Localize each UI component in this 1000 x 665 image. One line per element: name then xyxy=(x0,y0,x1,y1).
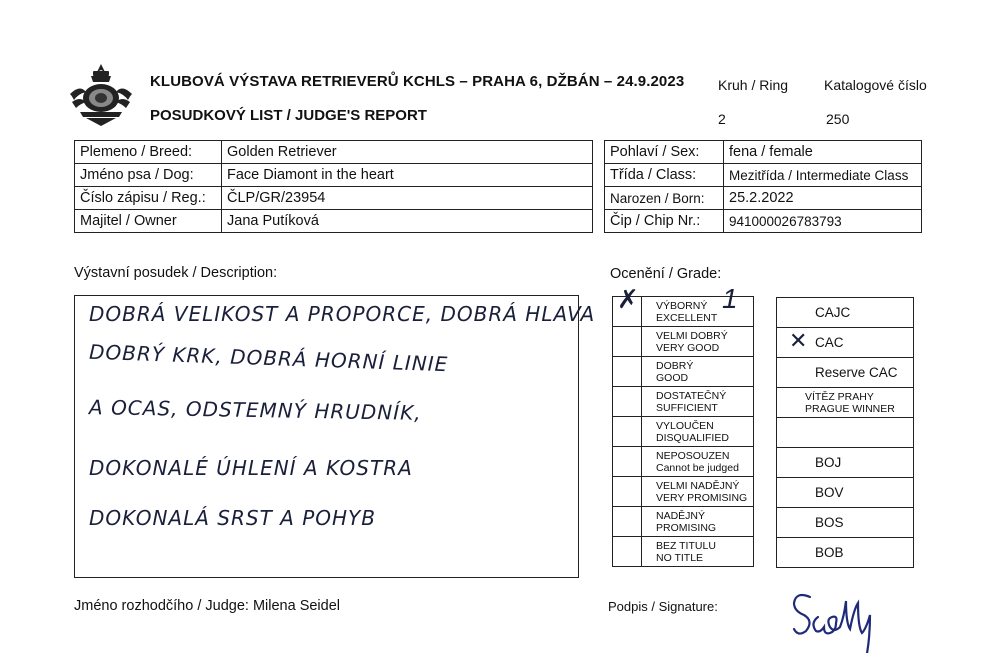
grade-label-cz: DOBRÝ xyxy=(656,359,694,372)
dog-label: Jméno psa / Dog: xyxy=(75,164,222,187)
award-label[interactable]: BOB xyxy=(777,538,914,568)
grade-label-en: NO TITLE xyxy=(656,551,704,564)
grade-row[interactable] xyxy=(613,447,754,477)
grade-label-cz: DOSTATEČNÝ xyxy=(656,389,727,402)
sex-value: fena / female xyxy=(724,141,922,164)
award-row[interactable] xyxy=(777,328,914,358)
table-row xyxy=(75,210,922,233)
grade-label-en: SUFFICIENT xyxy=(656,401,718,414)
breed-value: Golden Retriever xyxy=(222,141,593,164)
grade-checkbox[interactable] xyxy=(613,507,642,537)
table-row xyxy=(75,141,922,164)
award-row[interactable] xyxy=(777,298,914,328)
grade-label: Ocenění / Grade: xyxy=(610,266,722,282)
owner-value: Jana Putíková xyxy=(222,210,593,233)
description-label: Výstavní posudek / Description: xyxy=(74,265,278,281)
class-value: Mezitřída / Intermediate Class xyxy=(724,164,922,187)
award-label-en: PRAGUE WINNER xyxy=(805,402,895,415)
award-label: VÍTĚZ PRAHY xyxy=(805,390,874,403)
grade-table xyxy=(612,283,754,567)
born-value: 25.2.2022 xyxy=(724,187,922,210)
ring-value: 2 xyxy=(718,111,726,127)
grade-checkbox[interactable] xyxy=(613,327,642,357)
catalog-value: 250 xyxy=(826,111,850,127)
award-row[interactable] xyxy=(777,388,914,418)
grade-label-cz: VYLOUČEN xyxy=(656,419,714,432)
grade-row[interactable] xyxy=(613,327,754,357)
grade-label-cz: NEPOSOUZEN xyxy=(656,449,730,462)
grade-label-en: EXCELLENT xyxy=(656,311,718,324)
grade-checkbox[interactable] xyxy=(613,477,642,507)
description-line: DOKONALÁ SRST A POHYB xyxy=(89,506,376,530)
grade-label-cz: VÝBORNÝ xyxy=(656,299,708,312)
grade-label-en: VERY PROMISING xyxy=(656,491,748,504)
grade-row[interactable] xyxy=(613,417,754,447)
ring-label: Kruh / Ring xyxy=(718,77,789,93)
grade-checkbox[interactable] xyxy=(613,357,642,387)
grade-label-cz: BEZ TITULU xyxy=(656,539,716,552)
description-line: DOBRÁ VELIKOST A PROPORCE, DOBRÁ HLAVA xyxy=(89,302,596,326)
award-table xyxy=(776,297,914,568)
catalog-label: Katalogové číslo xyxy=(824,77,927,93)
award-label[interactable]: Reserve CAC xyxy=(777,358,914,388)
table-row xyxy=(75,164,922,187)
grade-checkbox[interactable] xyxy=(613,387,642,417)
judge-line xyxy=(74,598,340,614)
award-label[interactable] xyxy=(777,418,914,448)
award-row[interactable] xyxy=(777,358,914,388)
grade-row[interactable] xyxy=(613,507,754,537)
grade-row[interactable] xyxy=(613,537,754,567)
dog-value: Face Diamont in the heart xyxy=(222,164,593,187)
grade-note: 1 xyxy=(722,283,738,314)
judge-name: Milena Seidel xyxy=(252,598,341,614)
grade-label-en: Cannot be judged xyxy=(656,461,739,474)
breed-label: Plemeno / Breed: xyxy=(75,141,222,164)
signature-label: Podpis / Signature: xyxy=(608,599,718,614)
show-title: KLUBOVÁ VÝSTAVA RETRIEVERŮ KCHLS – PRAHA 6, DŽBÁN – 24.9.2023 xyxy=(150,73,685,90)
grade-checkbox[interactable] xyxy=(613,537,642,567)
judge-label: Jméno rozhodčího / Judge: xyxy=(74,598,249,614)
chip-label: Čip / Chip Nr.: xyxy=(605,210,724,233)
reg-label: Číslo zápisu / Reg.: xyxy=(75,187,222,210)
description-line: DOKONALÉ ÚHLENÍ A KOSTRA xyxy=(89,456,413,480)
grade-row[interactable] xyxy=(613,297,754,327)
reg-value: ČLP/GR/23954 xyxy=(222,187,593,210)
grade-label-cz: NADĚJNÝ xyxy=(656,509,706,522)
grade-checkbox[interactable] xyxy=(613,447,642,477)
owner-label: Majitel / Owner xyxy=(75,210,222,233)
handwritten-x-mark: ✗ xyxy=(617,284,639,314)
signature xyxy=(788,583,898,653)
grade-label-cz: VELMI DOBRÝ xyxy=(656,329,728,342)
chip-value: 941000026783793 xyxy=(724,210,922,233)
award-label[interactable]: BOJ xyxy=(777,448,914,478)
table-row xyxy=(75,187,922,210)
sex-label: Pohlaví / Sex: xyxy=(605,141,724,164)
description-line: DOBRÝ KRK, DOBRÁ HORNÍ LINIE xyxy=(88,339,449,377)
born-label: Narozen / Born: xyxy=(605,187,724,210)
grade-row[interactable] xyxy=(613,387,754,417)
report-title: POSUDKOVÝ LIST / JUDGE'S REPORT xyxy=(150,107,427,124)
description-box xyxy=(74,295,596,578)
grade-label-en: VERY GOOD xyxy=(656,341,720,354)
handwritten-x-mark: ✕ xyxy=(789,328,808,353)
award-label[interactable]: CAJC xyxy=(777,298,914,328)
grade-checkbox[interactable] xyxy=(613,417,642,447)
dog-info-table xyxy=(74,140,922,233)
grade-label-en: DISQUALIFIED xyxy=(656,431,729,444)
award-label[interactable]: BOV xyxy=(777,478,914,508)
grade-label-en: PROMISING xyxy=(656,521,717,534)
grade-checkbox[interactable] xyxy=(613,284,642,327)
award-row[interactable] xyxy=(777,448,914,478)
class-label: Třída / Class: xyxy=(605,164,724,187)
award-row[interactable] xyxy=(777,508,914,538)
club-emblem-icon xyxy=(66,60,136,130)
grade-row[interactable] xyxy=(613,357,754,387)
grade-row[interactable] xyxy=(613,477,754,507)
award-row[interactable] xyxy=(777,538,914,568)
award-label: CAC xyxy=(815,335,844,350)
grade-label-cz: VELMI NADĚJNÝ xyxy=(656,479,740,492)
award-label[interactable]: BOS xyxy=(777,508,914,538)
description-line: A OCAS, ODSTEMNÝ HRUDNÍK, xyxy=(88,395,422,425)
award-row[interactable] xyxy=(777,418,914,448)
award-row[interactable] xyxy=(777,478,914,508)
grade-label-en: GOOD xyxy=(656,371,689,384)
